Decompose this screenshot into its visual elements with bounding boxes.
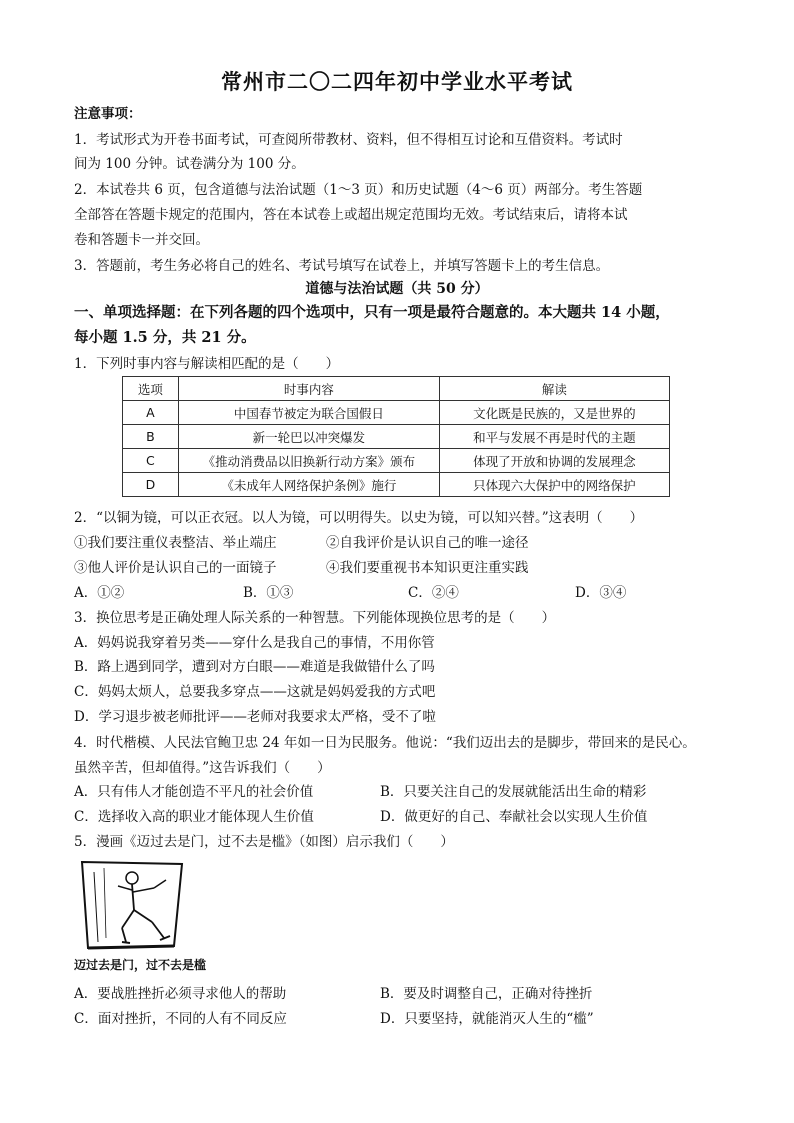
- notice-line: 2．本试卷共 6 页，包含道德与法治试题（1～3 页）和历史试题（4～6 页）两部分。考生答题: [74, 182, 643, 198]
- table-header: 选项: [123, 377, 179, 401]
- section-instruction: 一、单项选择题：在下列各题的四个选项中，只有一项是最符合题意的。本大题共 14 小题，: [74, 304, 670, 321]
- table-row: [123, 401, 670, 425]
- q3-option-d: D．学习退步被老师批评——老师对我要求太严格，受不了啦: [74, 709, 436, 725]
- notice-line: 卷和答题卡一并交回。: [74, 232, 209, 248]
- notice-line: 1．考试形式为开卷书面考试，可查阅所带教材、资料，但不得相互讨论和互借资料。考试时: [74, 132, 623, 148]
- table-cell: D: [123, 473, 179, 497]
- q4-option-c: C．选择收入高的职业才能体现人生价值: [74, 809, 314, 825]
- q4-stem: 4．时代楷模、人民法官鲍卫忠 24 年如一日为民服务。他说：“我们迈出去的是脚步，带回来的是民心。: [74, 735, 696, 751]
- table-cell: 新一轮巴以冲突爆发: [178, 425, 439, 449]
- q2-statement: ④我们要重视书本知识更注重实践: [326, 560, 529, 576]
- q2-option-c: C．②④: [408, 585, 459, 601]
- table-row: [123, 425, 670, 449]
- q4-option-b: B．只要关注自己的发展就能活出生命的精彩: [380, 784, 647, 800]
- table-cell: A: [123, 401, 179, 425]
- table-cell: 《推动消费品以旧换新行动方案》颁布: [178, 449, 439, 473]
- q5-option-a: A．要战胜挫折必须寻求他人的帮助: [74, 986, 287, 1002]
- cartoon-caption: 迈过去是门，过不去是槛: [74, 958, 207, 972]
- q2-statement: ②自我评价是认识自己的唯一途径: [326, 535, 529, 551]
- q2-statement: ①我们要注重仪表整洁、举止端庄: [74, 535, 277, 551]
- table-row: [123, 473, 670, 497]
- q3-stem: 3．换位思考是正确处理人际关系的一种智慧。下列能体现换位思考的是（ ）: [74, 610, 556, 626]
- exam-title: 常州市二〇二四年初中学业水平考试: [221, 69, 573, 94]
- q4-option-d: D．做更好的自己、奉献社会以实现人生价值: [380, 809, 648, 825]
- q2-stem: 2．“以铜为镜，可以正衣冠。以人为镜，可以明得失。以史为镜，可以知兴替。”这表明（ ）: [74, 510, 644, 526]
- notice-heading: 注意事项：: [74, 106, 142, 122]
- table-cell: C: [123, 449, 179, 473]
- table-cell: 《未成年人网络保护条例》施行: [178, 473, 439, 497]
- q1-stem: 1．下列时事内容与解读相匹配的是（ ）: [74, 356, 340, 372]
- section-title: 道德与法治试题（共 50 分）: [305, 281, 489, 297]
- section-instruction: 每小题 1.5 分，共 21 分。: [74, 329, 256, 346]
- q3-option-c: C．妈妈太烦人，总要我多穿点——这就是妈妈爱我的方式吧: [74, 684, 436, 700]
- q3-option-b: B．路上遇到同学，遭到对方白眼——难道是我做错什么了吗: [74, 659, 435, 675]
- table-cell: 文化既是民族的，又是世界的: [439, 401, 669, 425]
- table-cell: 体现了开放和协调的发展理念: [439, 449, 669, 473]
- table-header: 时事内容: [178, 377, 439, 401]
- q5-option-d: D．只要坚持，就能消灭人生的“槛”: [380, 1011, 594, 1027]
- table-cell: 和平与发展不再是时代的主题: [439, 425, 669, 449]
- table-cell: 只体现六大保护中的网络保护: [439, 473, 669, 497]
- q5-option-b: B．要及时调整自己，正确对待挫折: [380, 986, 593, 1002]
- q4-stem: 虽然辛苦，但却值得。”这告诉我们（ ）: [74, 760, 331, 776]
- table-row: [123, 449, 670, 473]
- q2-option-a: A．①②: [74, 585, 125, 601]
- table-cell: B: [123, 425, 179, 449]
- q5-option-c: C．面对挫折，不同的人有不同反应: [74, 1011, 287, 1027]
- notice-line: 3．答题前，考生务必将自己的姓名、考试号填写在试卷上，并填写答题卡上的考生信息。: [74, 258, 610, 274]
- q4-option-a: A．只有伟人才能创造不平凡的社会价值: [74, 784, 314, 800]
- notice-line: 间为 100 分钟。试卷满分为 100 分。: [74, 156, 305, 172]
- table-cell: 中国春节被定为联合国假日: [178, 401, 439, 425]
- table-header: 解读: [439, 377, 669, 401]
- q3-option-a: A．妈妈说我穿着另类——穿什么是我自己的事情，不用你管: [74, 635, 435, 651]
- q5-stem: 5．漫画《迈过去是门，过不去是槛》（如图）启示我们（ ）: [74, 834, 454, 850]
- q2-statement: ③他人评价是认识自己的一面镜子: [74, 560, 277, 576]
- q2-option-b: B．①③: [243, 585, 294, 601]
- table-header-row: [123, 377, 670, 401]
- notice-line: 全部答在答题卡规定的范围内，答在本试卷上或超出规定范围均无效。考试结束后，请将本试: [74, 207, 628, 223]
- q1-table: [122, 376, 670, 497]
- q2-option-d: D．③④: [575, 585, 627, 601]
